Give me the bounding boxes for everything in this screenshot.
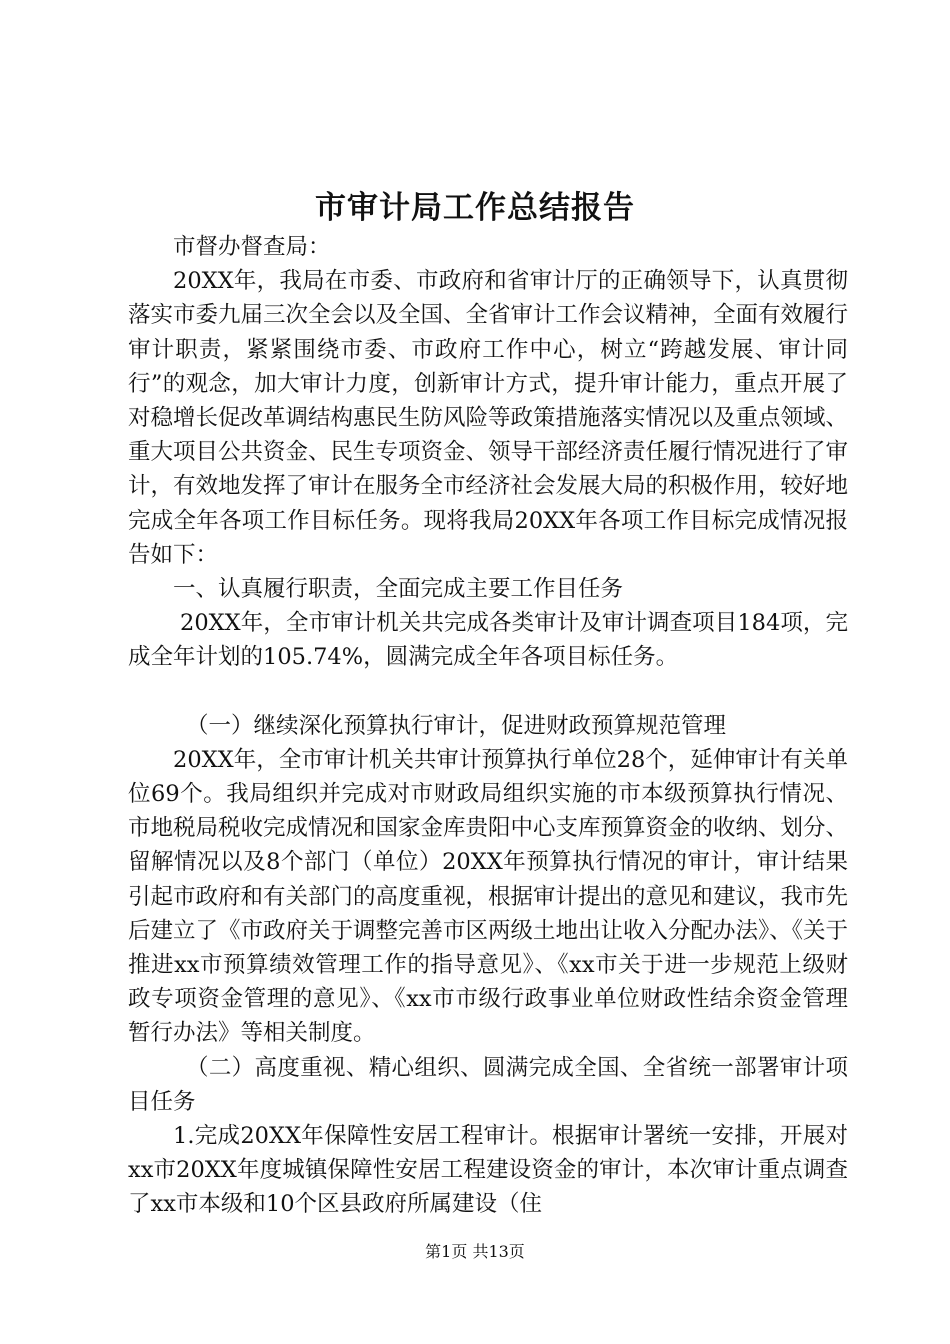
subsection-heading-2: （二）高度重视、精心组织、圆满完成全国、全省统一部署审计项目任务 [128, 1054, 848, 1115]
document-title: 市审计局工作总结报告 [315, 190, 635, 226]
document-body [128, 230, 848, 1222]
page-footer: 第1页 共13页 [425, 1242, 525, 1261]
summary-paragraph: 20XX年，全市审计机关共完成各类审计及审计调查项目184项，完成全年计划的105.74%，圆满完成全年各项目标任务。 [128, 610, 848, 671]
budget-audit-paragraph: 20XX年，全市审计机关共审计预算执行单位28个，延伸审计有关单位69个。我局组织并完成对市财政局组织实施的市本级预算执行情况、市地税局税收完成情况和国家金库贵阳中心支库预算资金的收纳、划分、留解情况以及8个部门（单位）20XX年预算执行情况的审计，审计结果引起市政府和有关部门的高度重视，根据审计提出的意见和建议，我市先后建立了《市政府关于调整完善市区两级土地出让收入分配办法》、《关于推进xx市预算绩效管理工作的指导意见》、《xx市关于进一步规范上级财政专项资金管理的意见》、《xx市市级行政事业单位财政性结余资金管理暂行办法》等相关制度。 [128, 746, 849, 1047]
subsection-heading-1: （一）继续深化预算执行审计，促进财政预算规范管理 [186, 712, 727, 739]
section-heading-1: 一、认真履行职责，全面完成主要工作目任务 [173, 576, 624, 603]
salutation-paragraph: 市督办督查局： [173, 234, 331, 260]
intro-paragraph: 20XX年，我局在市委、市政府和省审计厅的正确领导下，认真贯彻落实市委九届三次全会以及全国、全省审计工作会议精神，全面有效履行审计职责，紧紧围绕市委、市政府工作中心，树立“跨越发展、审计同行”的观念，加大审计力度，创新审计方式，提升审计能力，重点开展了对稳增长促改革调结构惠民生防风险等政策措施落实情况以及重点领域、重大项目公共资金、民生专项资金、领导干部经济责任履行情况进行了审计，有效地发挥了审计在服务全市经济社会发展大局的积极作用，较好地完成全年各项工作目标任务。现将我局20XX年各项工作目标完成情况报告如下： [128, 268, 849, 568]
housing-audit-paragraph: 1.完成20XX年保障性安居工程审计。根据审计署统一安排，开展对xx市20XX年度城镇保障性安居工程建设资金的审计，本次审计重点调查了xx市本级和10个区县政府所属建设（住 [128, 1123, 848, 1218]
